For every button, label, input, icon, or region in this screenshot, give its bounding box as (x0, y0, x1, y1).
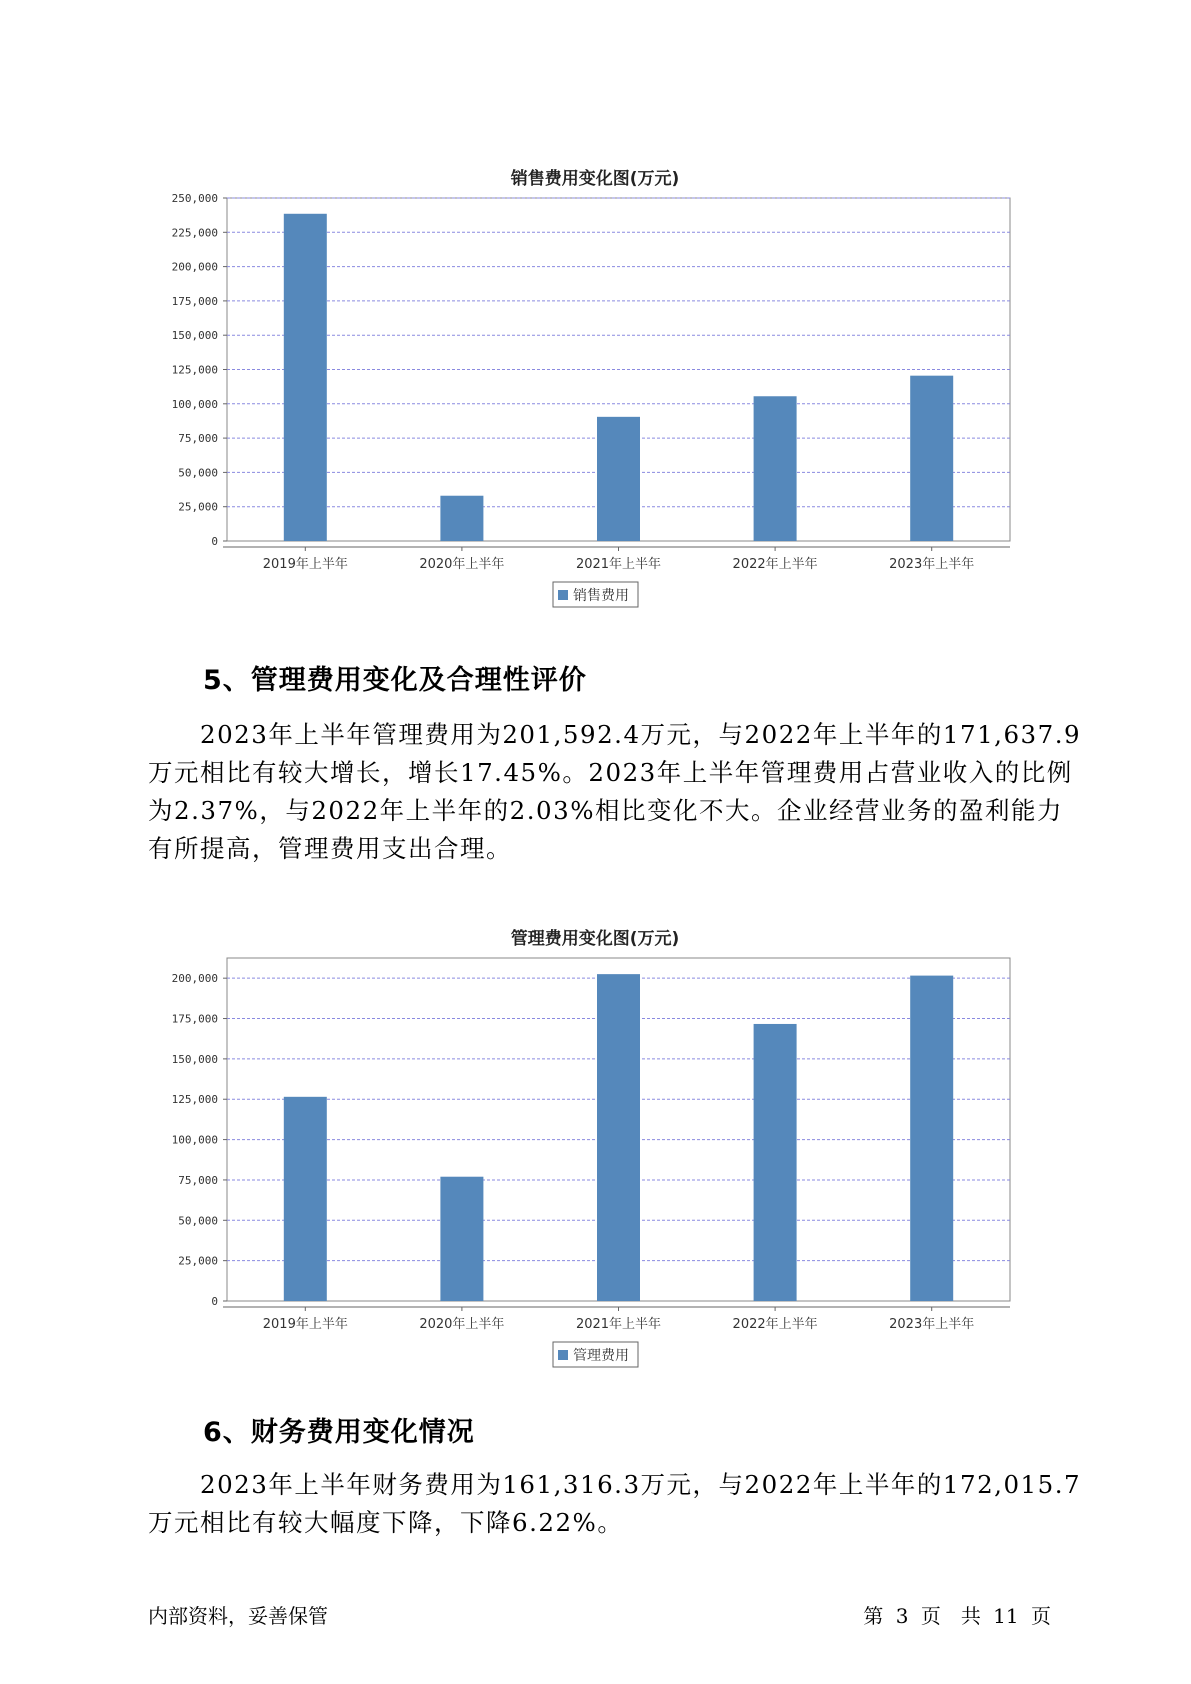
x-tick-label: 2023年上半年 (889, 557, 975, 572)
y-tick-label: 250,000 (171, 192, 218, 205)
footer-confidential-note: 内部资料，妥善保管 (148, 1604, 328, 1628)
management-expense-chart-svg (0, 910, 1191, 1375)
chart-title: 销售费用变化图(万元) (510, 169, 680, 189)
section-6-heading: 6、财务费用变化情况 (203, 1417, 475, 1448)
x-tick-label: 2020年上半年 (419, 1317, 505, 1332)
y-tick-label: 50,000 (178, 1214, 218, 1228)
x-tick-label: 2020年上半年 (419, 557, 505, 572)
y-tick-label: 175,000 (171, 1012, 218, 1026)
bar-2020年上半年 (440, 496, 483, 541)
y-tick-label: 0 (211, 535, 218, 548)
section-6-paragraph: 2023年上半年财务费用为161,316.3万元，与2022年上半年的172,015.7万元相比有较大幅度下降，下降6.22%。 (148, 1470, 1082, 1537)
bar-2022年上半年 (754, 396, 797, 541)
legend-label: 管理费用 (573, 1348, 629, 1364)
sales-expense-chart (0, 150, 1191, 620)
bar-2019年上半年 (284, 1097, 327, 1301)
x-tick-label: 2023年上半年 (889, 1317, 975, 1332)
legend-label: 销售费用 (573, 588, 629, 604)
x-tick-label: 2019年上半年 (262, 1317, 348, 1332)
bar-2021年上半年 (597, 417, 640, 541)
sales-expense-chart-svg (0, 150, 1191, 620)
bar-2020年上半年 (440, 1177, 483, 1301)
y-tick-label: 150,000 (171, 329, 218, 343)
y-tick-label: 150,000 (171, 1052, 218, 1066)
y-tick-label: 25,000 (178, 1254, 218, 1268)
x-tick-label: 2021年上半年 (575, 1317, 662, 1332)
bar-2022年上半年 (754, 1024, 797, 1301)
section-5-heading: 5、管理费用变化及合理性评价 (203, 665, 587, 696)
footer-page-number: 第 3 页 共 11 页 (863, 1604, 1051, 1628)
y-tick-label: 125,000 (171, 363, 218, 377)
x-tick-label: 2021年上半年 (575, 557, 662, 572)
y-tick-label: 0 (211, 1295, 218, 1308)
y-tick-label: 25,000 (178, 500, 218, 514)
bar-2023年上半年 (910, 376, 953, 541)
y-tick-label: 100,000 (171, 1133, 218, 1147)
bar-2021年上半年 (597, 974, 640, 1301)
y-tick-label: 75,000 (178, 432, 218, 446)
chart-legend (553, 1342, 638, 1367)
bar-2023年上半年 (910, 976, 953, 1301)
y-tick-label: 175,000 (171, 294, 218, 308)
chart-legend (553, 582, 638, 607)
y-tick-label: 100,000 (171, 397, 218, 411)
legend-swatch (558, 590, 568, 600)
y-tick-label: 200,000 (171, 972, 218, 986)
x-tick-label: 2019年上半年 (262, 557, 348, 572)
legend-swatch (558, 1350, 568, 1360)
bar-2019年上半年 (284, 214, 327, 541)
x-tick-label: 2022年上半年 (732, 557, 818, 572)
management-expense-chart (0, 910, 1191, 1375)
chart-title: 管理费用变化图(万元) (510, 929, 680, 949)
y-tick-label: 50,000 (178, 466, 218, 480)
y-tick-label: 75,000 (178, 1173, 218, 1187)
y-tick-label: 125,000 (171, 1093, 218, 1107)
x-tick-label: 2022年上半年 (732, 1317, 818, 1332)
y-tick-label: 225,000 (171, 226, 218, 240)
y-tick-label: 200,000 (171, 260, 218, 274)
section-5-paragraph: 2023年上半年管理费用为201,592.4万元，与2022年上半年的171,637.9万元相比有较大增长，增长17.45%。2023年上半年管理费用占营业收入的比例为2.37%，与2022年上半年的2.03%相比变化不大。企业经营业务的盈利能力有所提高，管理费用支出合理。 (148, 720, 1082, 863)
